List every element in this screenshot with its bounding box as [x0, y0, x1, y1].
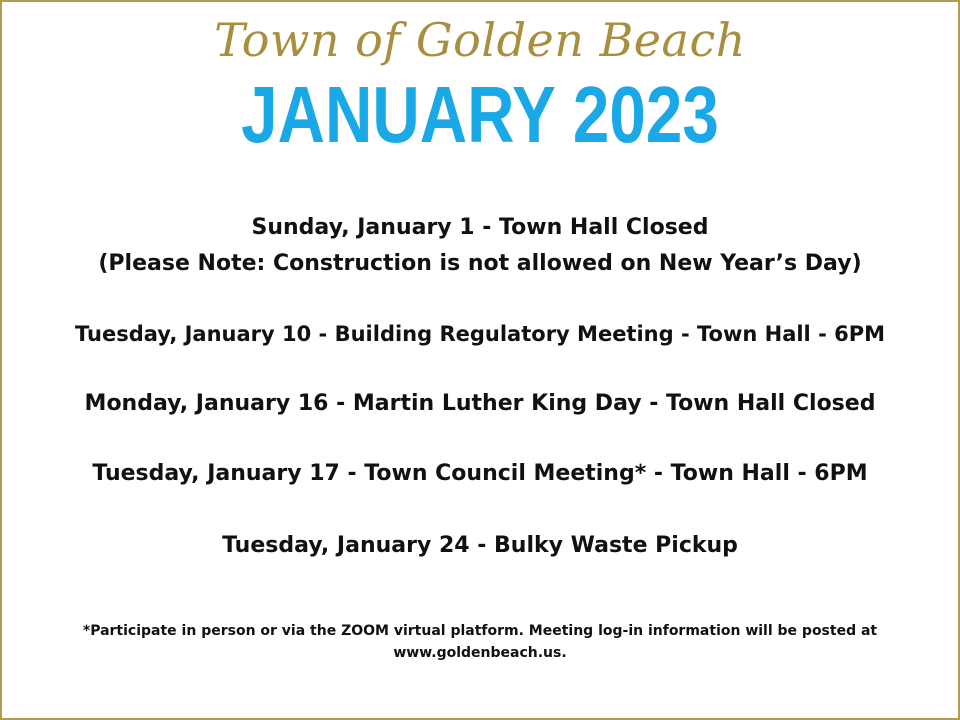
event-item: Tuesday, January 10 - Building Regulatory Meeting - Town Hall - 6PM: [75, 322, 885, 346]
event-item: Tuesday, January 17 - Town Council Meeting* - Town Hall - 6PM: [92, 461, 868, 486]
town-name-heading: Town of Golden Beach: [214, 13, 746, 67]
event-item: Monday, January 16 - Martin Luther King Day - Town Hall Closed: [84, 391, 876, 416]
footnote-line: *Participate in person or via the ZOOM virtual platform. Meeting log-in information will be posted at: [82, 623, 878, 639]
event-item: Tuesday, January 24 - Bulky Waste Pickup: [222, 533, 738, 558]
event-item: Sunday, January 1 - Town Hall Closed: [251, 215, 709, 240]
footnote: [42, 620, 918, 664]
event-note: (Please Note: Construction is not allowed on New Year’s Day): [98, 251, 862, 276]
footnote-website: www.goldenbeach.us.: [393, 645, 567, 661]
month-title: JANUARY 2023: [241, 70, 719, 159]
